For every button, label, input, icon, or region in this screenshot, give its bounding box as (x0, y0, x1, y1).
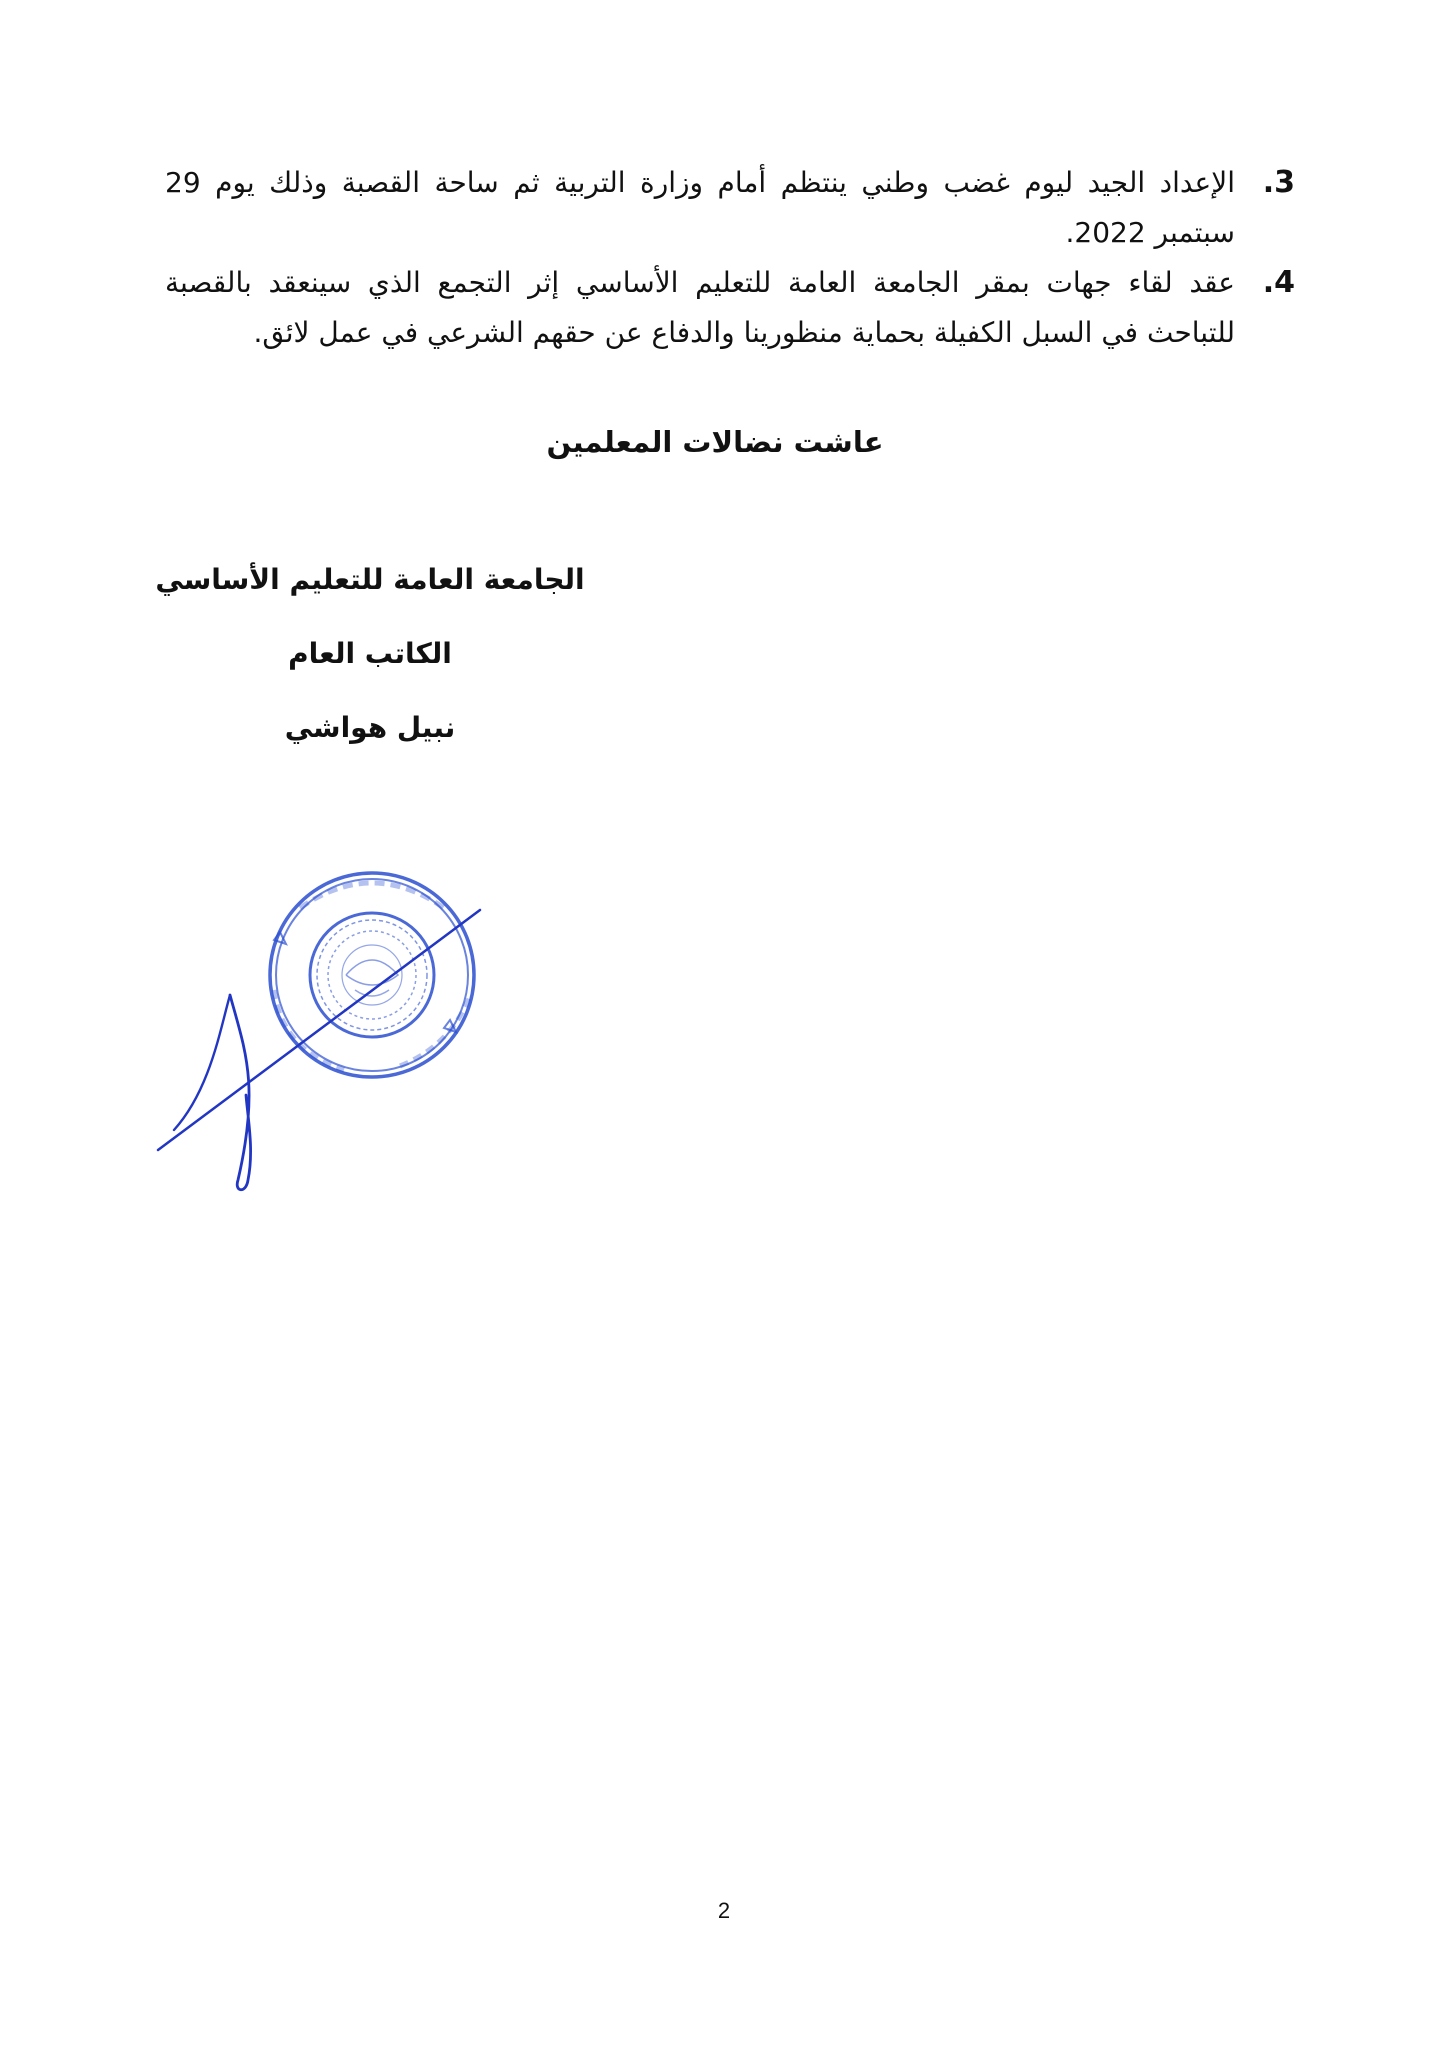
official-stamp-icon (150, 860, 510, 1220)
signature-organization: الجامعة العامة للتعليم الأساسي (155, 563, 585, 596)
signature-title: الكاتب العام (288, 637, 452, 670)
item-number: .3 (1262, 165, 1295, 200)
slogan-heading: عاشت نضالات المعلمين (546, 425, 884, 459)
list-item (165, 158, 1295, 258)
item-number: .4 (1262, 265, 1295, 300)
item-text: عقد لقاء جهات بمقر الجامعة العامة للتعليم الأساسي إثر التجمع الذي سينعقد بالقصبة للتباحث في السبل الكفيلة بحماية منظورينا والدفاع عن حقهم الشرعي في عمل لائق. (165, 266, 1235, 349)
page-number: 2 (717, 1898, 731, 1923)
signature-name: نبيل هواشي (284, 711, 456, 744)
signature-block (150, 560, 590, 782)
item-text: الإعداد الجيد ليوم غضب وطني ينتظم أمام وزارة التربية ثم ساحة القصبة وذلك يوم 29 سبتمبر 2022. (165, 166, 1235, 249)
list-item (165, 258, 1295, 358)
numbered-list (165, 158, 1295, 358)
